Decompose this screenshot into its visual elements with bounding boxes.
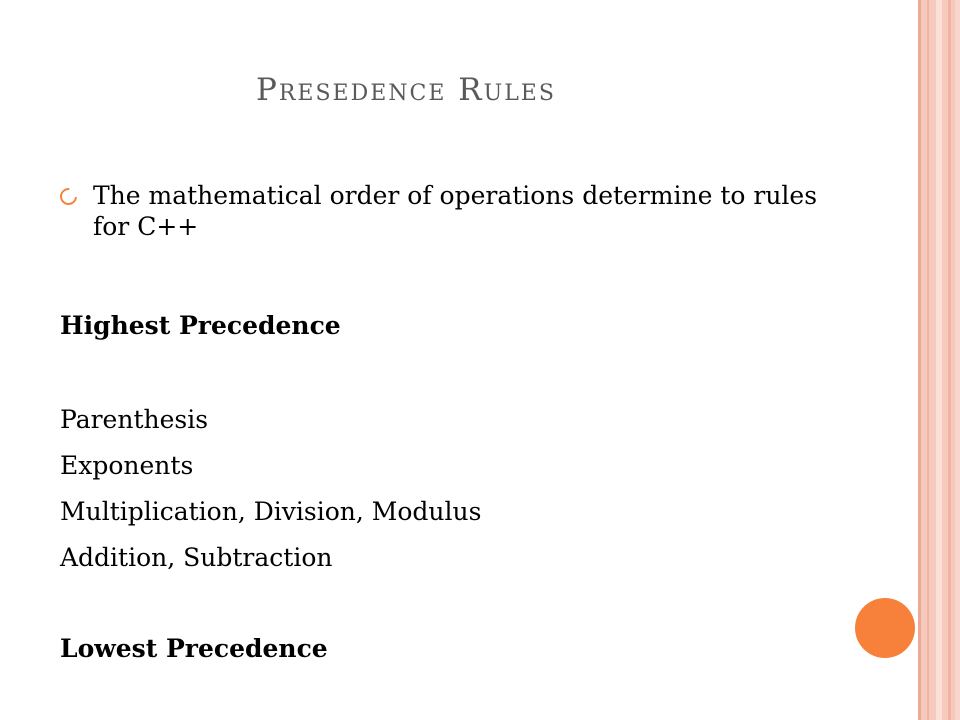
precedence-level: Exponents [60,451,194,480]
band-stripe [918,0,921,720]
band-stripe [955,0,960,720]
bullet-item [60,180,820,242]
precedence-level: Addition, Subtraction [60,543,333,572]
precedence-level: Parenthesis [60,405,209,434]
precedence-level: Multiplication, Division, Modulus [60,497,482,526]
highest-precedence-label: Highest Precedence [60,311,341,340]
band-stripe [927,0,929,720]
decorative-circle [855,598,915,658]
band-stripe [936,0,942,720]
band-stripe [948,0,951,720]
lowest-precedence-label: Lowest Precedence [60,634,328,663]
bullet-icon [57,185,81,209]
slide-title: Presedence Rules [256,72,556,108]
bullet-text: The mathematical order of operations determine to rules for C++ [93,181,818,241]
